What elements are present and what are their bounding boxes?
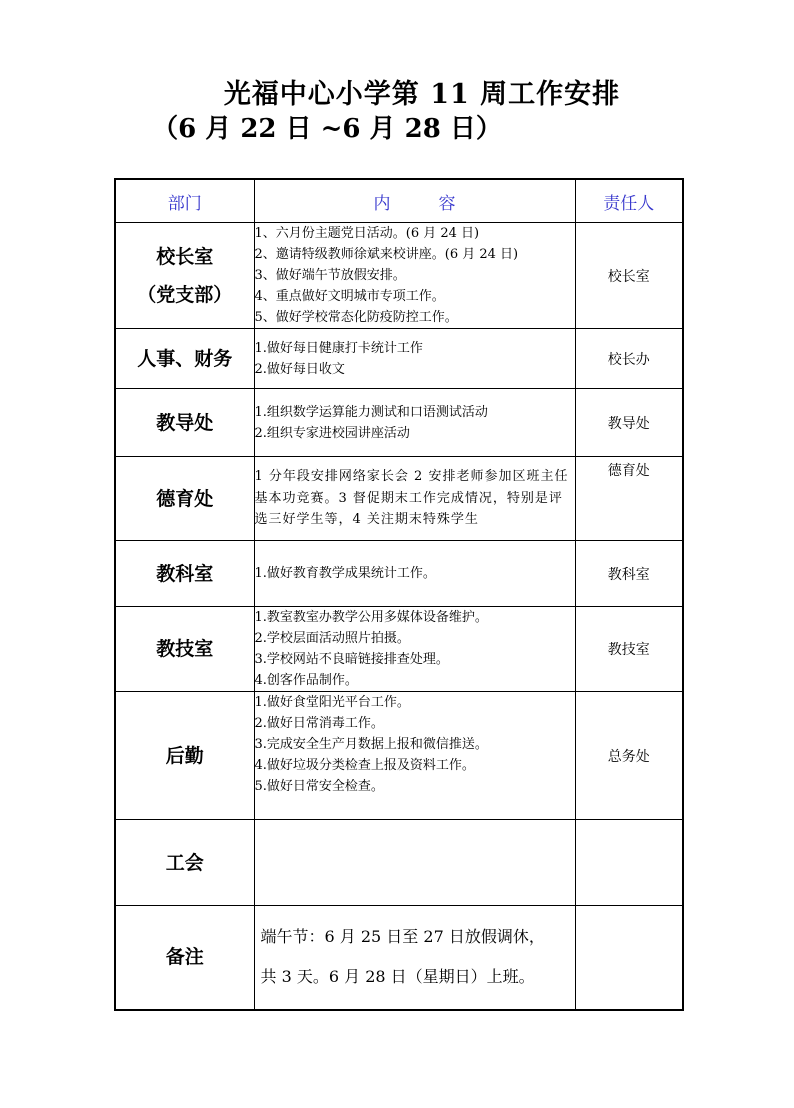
note-line: 端午节：6 月 25 日至 27 日放假调休， xyxy=(260,927,545,947)
dept-cell xyxy=(115,223,254,329)
task-item: 5.做好日常安全检查。 xyxy=(254,779,384,794)
dept-cell xyxy=(115,329,254,389)
table-row xyxy=(115,223,683,329)
header-content xyxy=(254,179,575,223)
task-item: 2.做好日常消毒工作。 xyxy=(254,716,384,731)
task-item: 2.学校层面活动照片拍摄。 xyxy=(254,631,410,646)
dept-cell xyxy=(115,457,254,541)
responsible-cell: 教技室 xyxy=(575,607,683,692)
task-item: 4.做好垃圾分类检查上报及资料工作。 xyxy=(254,758,475,773)
responsible-cell: 教导处 xyxy=(575,389,683,457)
dept-cell xyxy=(115,389,254,457)
dept-name: 后勤 xyxy=(165,744,204,767)
content-cell xyxy=(254,389,575,457)
content-cell xyxy=(254,541,575,607)
note-line: 共 3 天。6 月 28 日（星期日）上班。 xyxy=(260,967,535,987)
dept-name: 教导处 xyxy=(156,411,214,434)
content-cell xyxy=(254,329,575,389)
responsible-cell xyxy=(575,906,683,1010)
dept-cell xyxy=(115,541,254,607)
task-item: 2.做好每日收文 xyxy=(254,361,345,377)
table-row xyxy=(115,389,683,457)
table-row xyxy=(115,820,683,906)
table-row xyxy=(115,607,683,692)
dept-cell xyxy=(115,692,254,820)
task-item: 2.组织专家进校园讲座活动 xyxy=(254,425,410,441)
responsible-cell: 校长室 xyxy=(575,223,683,329)
task-item: 1.组织数学运算能力测试和口语测试活动 xyxy=(254,404,488,420)
dept-name: 德育处 xyxy=(156,487,214,510)
responsible-cell: 教科室 xyxy=(575,541,683,607)
title-line-2: （6 月 22 日 ~6 月 28 日） xyxy=(152,114,502,144)
dept-name: 工会 xyxy=(165,851,204,874)
task-item: 1.做好每日健康打卡统计工作 xyxy=(254,340,423,356)
dept-cell xyxy=(115,906,254,1010)
table-row xyxy=(115,692,683,820)
header-responsible: 责任人 xyxy=(575,179,683,223)
task-item: 4.创客作品制作。 xyxy=(254,673,358,688)
content-cell xyxy=(254,692,575,820)
header-content-part-1: 内 xyxy=(373,193,391,214)
table-header-row xyxy=(115,179,683,223)
schedule-table xyxy=(114,178,684,1011)
dept-name: 备注 xyxy=(165,946,204,969)
dept-name: 教科室 xyxy=(156,562,214,585)
table-row xyxy=(115,329,683,389)
task-item: 4、重点做好文明城市专项工作。 xyxy=(254,289,445,304)
content-cell: 1 分年段安排网络家长会 2 安排老师参加区班主任基本功竞赛。3 督促期末工作完成情况，特别是评选三好学生等，4 关注期末特殊学生 xyxy=(254,457,575,541)
header-content-part-2: 容 xyxy=(438,193,456,214)
content-cell xyxy=(254,607,575,692)
task-item: 1.做好食堂阳光平台工作。 xyxy=(254,695,410,710)
task-item: 1、六月份主题党日活动。(6 月 24 日) xyxy=(254,226,480,241)
table-row xyxy=(115,906,683,1010)
responsible-cell xyxy=(575,820,683,906)
responsible-cell: 总务处 xyxy=(575,692,683,820)
dept-cell xyxy=(115,607,254,692)
document-title xyxy=(0,78,794,146)
note-cell xyxy=(254,906,575,1010)
dept-name: 人事、财务 xyxy=(137,347,233,370)
responsible-cell: 校长办 xyxy=(575,329,683,389)
task-item: 1.教室教室办教学公用多媒体设备维护。 xyxy=(254,610,488,625)
content-cell xyxy=(254,223,575,329)
dept-subname: （党支部） xyxy=(137,283,233,306)
table-row xyxy=(115,541,683,607)
header-department: 部门 xyxy=(115,179,254,223)
task-item: 3.完成安全生产月数据上报和微信推送。 xyxy=(254,737,488,752)
title-line-1: 光福中心小学第 11 周工作安排 xyxy=(223,79,621,110)
responsible-cell: 德育处 xyxy=(575,457,683,541)
task-item: 5、做好学校常态化防疫防控工作。 xyxy=(254,310,458,325)
dept-cell xyxy=(115,820,254,906)
task-item: 3、做好端午节放假安排。 xyxy=(254,268,406,283)
dept-name: 教技室 xyxy=(156,638,214,660)
task-item: 2、邀请特级教师徐斌来校讲座。(6 月 24 日) xyxy=(254,247,519,262)
content-cell xyxy=(254,820,575,906)
table-row xyxy=(115,457,683,541)
task-item: 1.做好教育教学成果统计工作。 xyxy=(254,566,436,581)
dept-name: 校长室 xyxy=(156,245,214,268)
task-item: 3.学校网站不良暗链接排查处理。 xyxy=(254,652,449,667)
